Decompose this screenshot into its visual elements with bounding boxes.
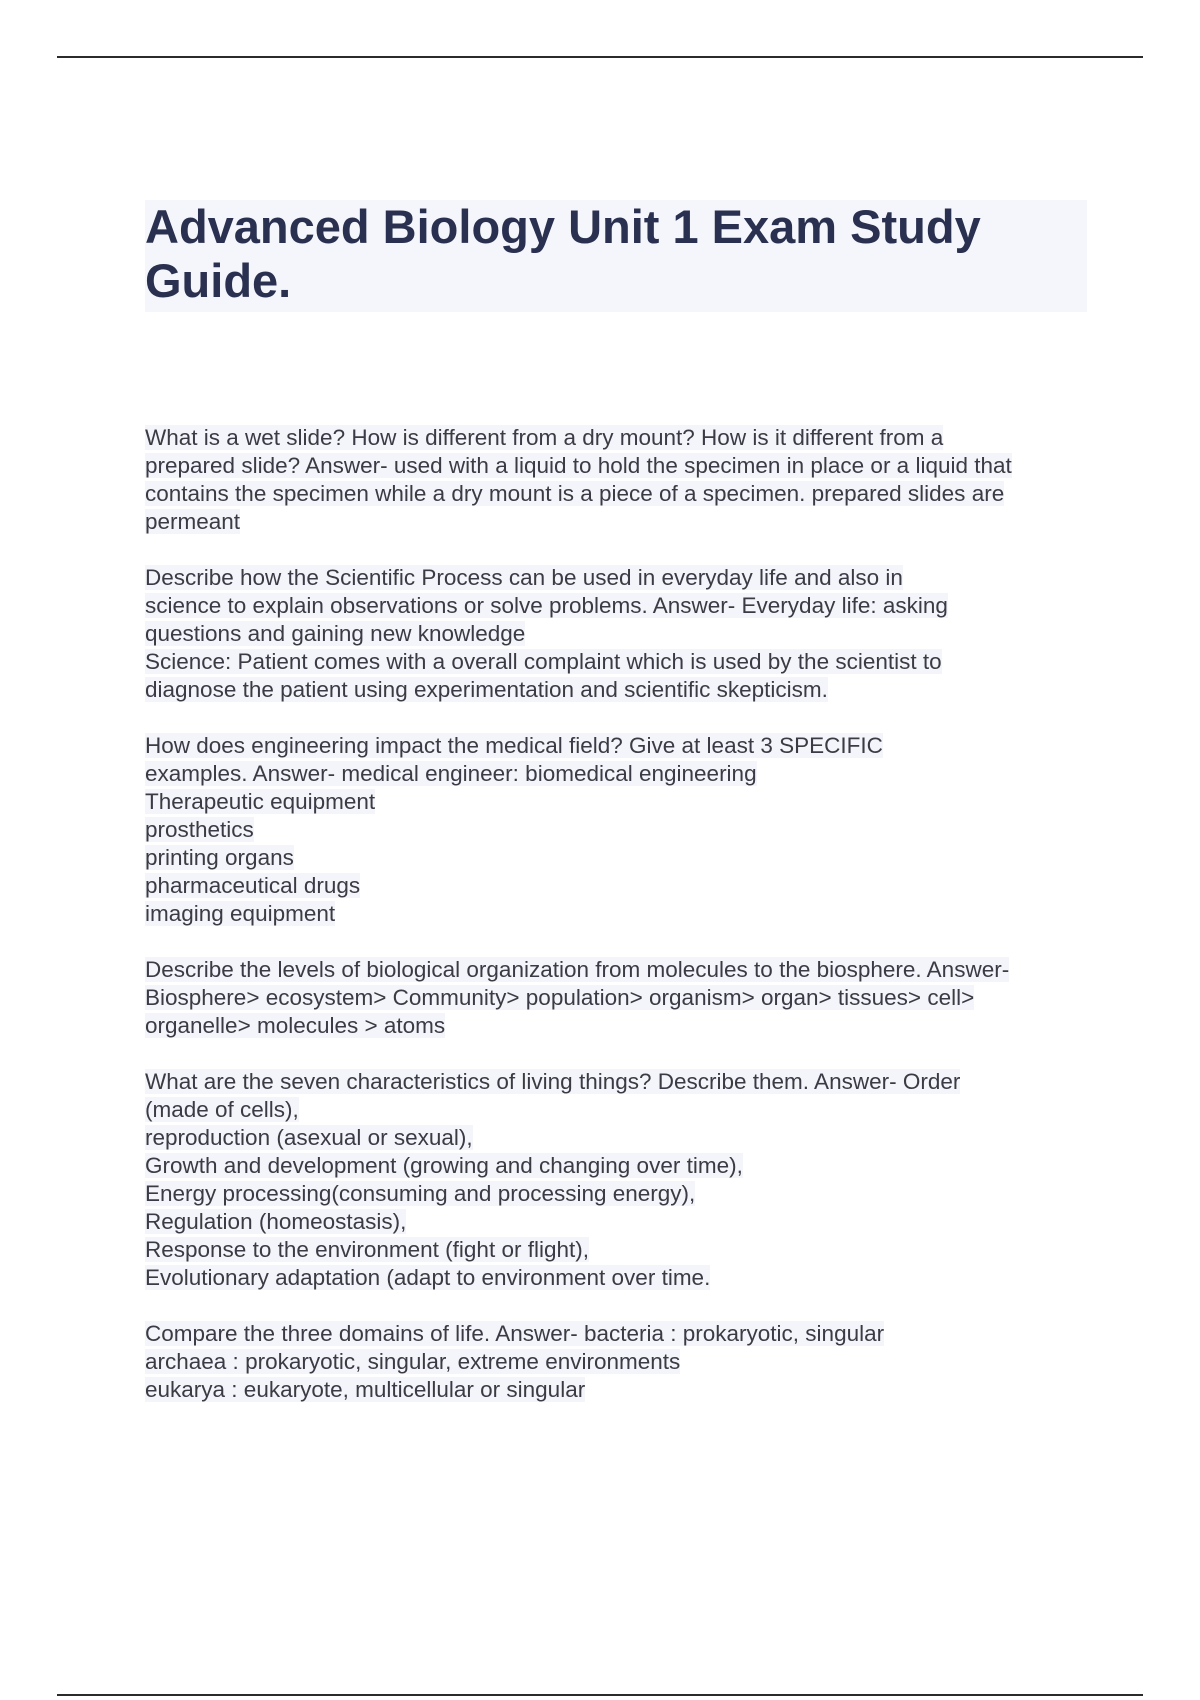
qa-entry <box>145 732 1090 928</box>
qa-line <box>145 1208 1090 1236</box>
qa-line <box>145 1376 1090 1404</box>
qa-line-text: prosthetics <box>145 817 254 842</box>
qa-line-text: eukarya : eukaryote, multicellular or singular <box>145 1377 586 1402</box>
qa-line <box>145 1012 1090 1040</box>
qa-entry <box>145 1068 1090 1292</box>
qa-line-text: Response to the environment (fight or flight), <box>145 1237 589 1262</box>
qa-line-text: permeant <box>145 509 241 534</box>
qa-line-text: What are the seven characteristics of living things? Describe them. Answer- Order <box>145 1069 961 1094</box>
qa-line-text: science to explain observations or solve problems. Answer- Everyday life: asking <box>145 593 948 618</box>
study-guide-content <box>145 424 1090 1432</box>
bottom-divider <box>57 1694 1143 1696</box>
qa-line-text: printing organs <box>145 845 294 870</box>
qa-line <box>145 424 1090 452</box>
qa-line-text: Growth and development (growing and changing over time), <box>145 1153 743 1178</box>
qa-line <box>145 872 1090 900</box>
qa-line <box>145 508 1090 536</box>
qa-line <box>145 564 1090 592</box>
qa-line-text: What is a wet slide? How is different from a dry mount? How is it different from a <box>145 425 944 450</box>
qa-line <box>145 788 1090 816</box>
qa-line <box>145 816 1090 844</box>
qa-line <box>145 592 1090 620</box>
qa-line <box>145 1348 1090 1376</box>
qa-line <box>145 1152 1090 1180</box>
qa-line-text: (made of cells), <box>145 1097 299 1122</box>
qa-line <box>145 760 1090 788</box>
qa-line <box>145 480 1090 508</box>
qa-line-text: pharmaceutical drugs <box>145 873 361 898</box>
qa-line-text: examples. Answer- medical engineer: biomedical engineering <box>145 761 757 786</box>
qa-line-text: Describe the levels of biological organization from molecules to the biosphere. Answer- <box>145 957 1010 982</box>
qa-line-text: questions and gaining new knowledge <box>145 621 526 646</box>
qa-line-text: contains the specimen while a dry mount is a piece of a specimen. prepared slides are <box>145 481 1005 506</box>
top-divider <box>57 56 1143 58</box>
qa-line-text: archaea : prokaryotic, singular, extreme environments <box>145 1349 681 1374</box>
qa-line <box>145 732 1090 760</box>
qa-line-text: Science: Patient comes with a overall complaint which is used by the scientist to <box>145 649 942 674</box>
qa-line <box>145 984 1090 1012</box>
qa-entry <box>145 564 1090 704</box>
qa-line-text: organelle> molecules > atoms <box>145 1013 446 1038</box>
qa-line <box>145 676 1090 704</box>
qa-line-text: Describe how the Scientific Process can be used in everyday life and also in <box>145 565 903 590</box>
qa-entry <box>145 424 1090 536</box>
qa-line <box>145 1264 1090 1292</box>
qa-line <box>145 620 1090 648</box>
qa-line-text: imaging equipment <box>145 901 336 926</box>
qa-line <box>145 452 1090 480</box>
document-title: Advanced Biology Unit 1 Exam Study Guide. <box>145 200 981 307</box>
qa-line-text: Regulation (homeostasis), <box>145 1209 407 1234</box>
qa-line <box>145 1124 1090 1152</box>
qa-line-text: Evolutionary adaptation (adapt to environment over time. <box>145 1265 711 1290</box>
qa-line-text: diagnose the patient using experimentation and scientific skepticism. <box>145 677 828 702</box>
qa-entry <box>145 1320 1090 1404</box>
qa-line-text: prepared slide? Answer- used with a liquid to hold the specimen in place or a liquid that <box>145 453 1012 478</box>
qa-line-text: Compare the three domains of life. Answer- bacteria : prokaryotic, singular <box>145 1321 885 1346</box>
qa-line <box>145 648 1090 676</box>
qa-line <box>145 1180 1090 1208</box>
qa-line <box>145 1236 1090 1264</box>
qa-line <box>145 1096 1090 1124</box>
qa-line-text: reproduction (asexual or sexual), <box>145 1125 473 1150</box>
qa-line <box>145 844 1090 872</box>
qa-line-text: How does engineering impact the medical field? Give at least 3 SPECIFIC <box>145 733 883 758</box>
qa-line <box>145 1320 1090 1348</box>
qa-line-text: Biosphere> ecosystem> Community> population> organism> organ> tissues> cell> <box>145 985 975 1010</box>
qa-line <box>145 1068 1090 1096</box>
qa-entry <box>145 956 1090 1040</box>
qa-line <box>145 956 1090 984</box>
qa-line <box>145 900 1090 928</box>
qa-line-text: Therapeutic equipment <box>145 789 376 814</box>
qa-line-text: Energy processing(consuming and processing energy), <box>145 1181 696 1206</box>
